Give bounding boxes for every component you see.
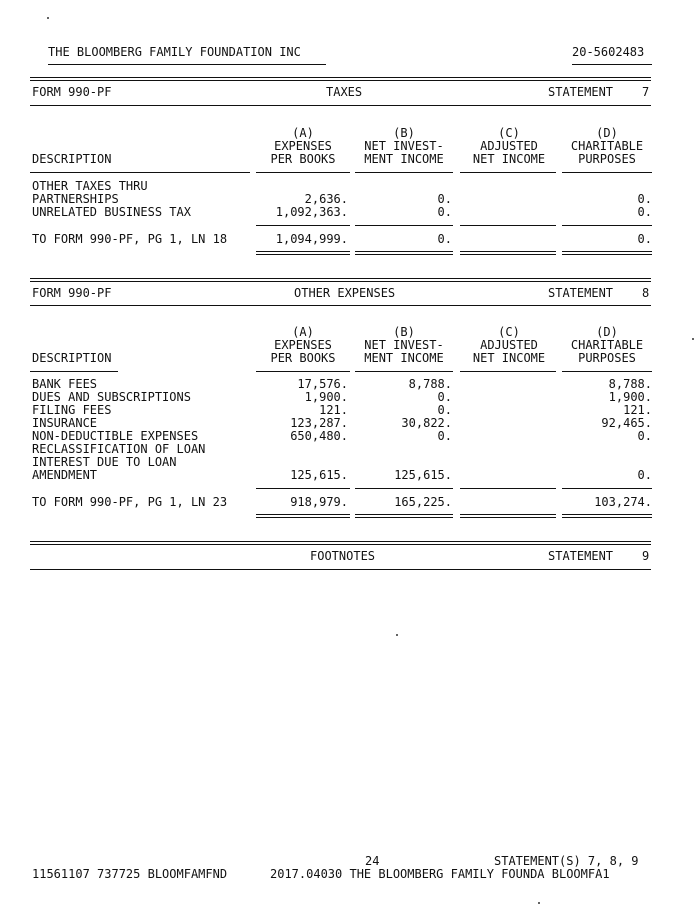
statement-label: STATEMENT [548,286,614,300]
header-underline [48,64,326,65]
table-cell-b: 30,822. [401,416,452,430]
scan-speck [538,902,540,904]
col-c-header-2: ADJUSTED [480,139,538,153]
table-row-desc: RECLASSIFICATION OF LOAN [32,442,206,456]
col-b-header-3: MENT INCOME [364,152,444,166]
table-cell-a: 1,092,363. [275,205,348,219]
col-c-header-3: NET INCOME [472,152,546,166]
statement-number: 8 [642,286,650,300]
table-row-desc: DUES AND SUBSCRIPTIONS [32,390,191,404]
col-d-header-3: PURPOSES [578,152,636,166]
col-a-header-1: (A) [292,126,314,140]
total-cell-d: 103,274. [594,495,652,509]
col-b-header-3: MENT INCOME [364,351,444,365]
col-b-header-1: (B) [393,126,415,140]
table-cell-a: 1,900. [304,390,348,404]
form-label: FORM 990-PF [32,85,112,99]
table-cell-a: 650,480. [290,429,348,443]
footer-right-code: 2017.04030 THE BLOOMBERG FAMILY FOUNDA BLOOMFA1 [270,867,610,881]
table-cell-b: 125,615. [394,468,452,482]
table-cell-a: 123,287. [290,416,348,430]
col-b-header-2: NET INVEST- [364,338,444,352]
table-cell-d: 121. [623,403,652,417]
col-c-header-2: ADJUSTED [480,338,538,352]
scan-speck [47,17,49,19]
total-cell-d: 0. [637,232,652,246]
organization-name: THE BLOOMBERG FAMILY FOUNDATION INC [48,45,301,59]
table-cell-b: 8,788. [408,377,452,391]
ein: 20-5602483 [572,45,645,59]
col-d-header-2: CHARITABLE [570,139,644,153]
statements-reference: STATEMENT(S) 7, 8, 9 [494,854,639,868]
col-a-header-3: PER BOOKS [270,351,336,365]
statement-label: STATEMENT [548,549,614,563]
table-cell-b: 0. [437,192,452,206]
table-cell-a: 17,576. [297,377,348,391]
col-d-header-3: PURPOSES [578,351,636,365]
table-row-desc: INSURANCE [32,416,98,430]
table-cell-d: 0. [637,205,652,219]
table-cell-b: 0. [437,205,452,219]
table-row-desc: UNRELATED BUSINESS TAX [32,205,191,219]
table-row-desc: NON-DEDUCTIBLE EXPENSES [32,429,199,443]
scan-speck [692,338,694,340]
col-a-header-2: EXPENSES [274,139,332,153]
statement-number: 9 [642,549,650,563]
table-row-desc: AMENDMENT [32,468,98,482]
table-cell-d: 0. [637,429,652,443]
col-c-header-1: (C) [498,325,520,339]
total-cell-a: 1,094,999. [275,232,348,246]
table-cell-b: 0. [437,429,452,443]
col-b-header-2: NET INVEST- [364,139,444,153]
table-row-desc: BANK FEES [32,377,98,391]
col-b-header-1: (B) [393,325,415,339]
scan-speck [396,634,398,636]
table-cell-b: 0. [437,403,452,417]
table-cell-a: 121. [319,403,348,417]
table-cell-d: 1,900. [608,390,652,404]
form-label: FORM 990-PF [32,286,112,300]
table-cell-d: 8,788. [608,377,652,391]
col-d-header-1: (D) [596,126,618,140]
table-cell-a: 2,636. [304,192,348,206]
section-title: TAXES [326,85,363,99]
table-row-desc: PARTNERSHIPS [32,192,119,206]
total-row-desc: TO FORM 990-PF, PG 1, LN 18 [32,232,228,246]
total-cell-b: 0. [437,232,452,246]
table-cell-d: 0. [637,468,652,482]
col-a-header-1: (A) [292,325,314,339]
statement-number: 7 [642,85,650,99]
section-title: OTHER EXPENSES [294,286,396,300]
page-number: 24 [365,854,380,868]
description-header: DESCRIPTION [32,152,112,166]
total-cell-b: 165,225. [394,495,452,509]
total-row-desc: TO FORM 990-PF, PG 1, LN 23 [32,495,228,509]
footer-left-code: 11561107 737725 BLOOMFAMFND [32,867,228,881]
section-title: FOOTNOTES [310,549,376,563]
total-cell-a: 918,979. [290,495,348,509]
statement-label: STATEMENT [548,85,614,99]
col-a-header-2: EXPENSES [274,338,332,352]
description-header: DESCRIPTION [32,351,112,365]
col-a-header-3: PER BOOKS [270,152,336,166]
table-cell-d: 92,465. [601,416,652,430]
table-row-desc: FILING FEES [32,403,112,417]
table-row-desc: INTEREST DUE TO LOAN [32,455,177,469]
table-row-desc: OTHER TAXES THRU [32,179,148,193]
table-cell-a: 125,615. [290,468,348,482]
table-cell-b: 0. [437,390,452,404]
col-c-header-1: (C) [498,126,520,140]
ein-underline [572,64,652,65]
col-c-header-3: NET INCOME [472,351,546,365]
table-cell-d: 0. [637,192,652,206]
col-d-header-1: (D) [596,325,618,339]
col-d-header-2: CHARITABLE [570,338,644,352]
